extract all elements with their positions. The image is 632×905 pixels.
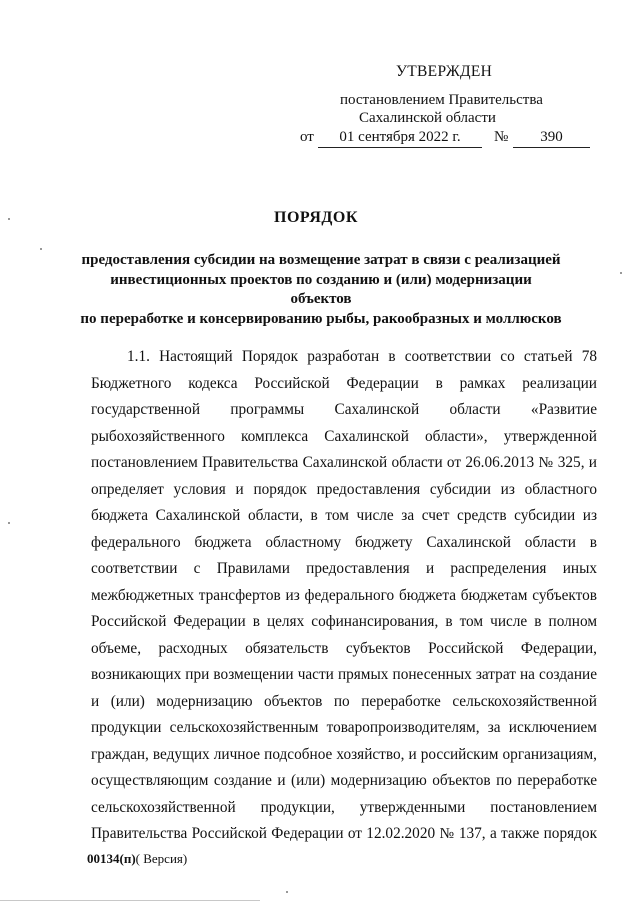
approval-number: 390: [513, 128, 590, 148]
body-line: государственной программы Сахалинской области «Развитие: [91, 401, 597, 418]
from-label: от: [300, 129, 314, 145]
body-line: объеме, расходных обязательств субъектов Российской Федерации,: [91, 639, 597, 657]
body-line: федерального бюджета областному бюджету Сахалинской области в: [91, 533, 597, 551]
footer: [87, 851, 187, 867]
approval-title: УТВЕРЖДЕН: [396, 63, 493, 80]
body-line: Бюджетного кодекса Российской Федерации в рамках реализации: [91, 374, 597, 392]
scan-artifact-line: [0, 900, 260, 901]
body-line: постановлением Правительства Сахалинской области от 26.06.2013 № 325, и: [91, 454, 597, 471]
body-line: 1.1. Настоящий Порядок разработан в соответствии со статьей 78: [127, 348, 597, 365]
body-paragraph: [91, 344, 597, 848]
body-line: соответствии с Правилами предоставления и распределения иных: [91, 560, 597, 577]
document-code: 00134(п): [87, 851, 136, 866]
body-line: межбюджетных трансфертов из федерального бюджета бюджетам субъектов: [91, 586, 597, 604]
subtitle-line: инвестиционных проектов по созданию и (или) модернизации объектов: [110, 271, 532, 307]
subtitle-line: по переработке и консервированию рыбы, ракообразных и моллюсков: [80, 310, 562, 327]
document-subtitle: [80, 251, 562, 329]
scan-speck: [286, 891, 288, 893]
body-line: рыбохозяйственного комплекса Сахалинской области», утвержденной: [91, 427, 597, 445]
approval-line-1: постановлением Правительства: [340, 92, 543, 108]
document-title: ПОРЯДОК: [274, 209, 358, 226]
body-line: и (или) модернизацию объектов по переработке сельскохозяйственной: [91, 692, 597, 710]
body-line: Российской Федерации в целях софинансирования, в том числе в полном: [91, 613, 597, 630]
body-line: сельскохозяйственной продукции, утвержденными постановлением: [91, 798, 597, 816]
scan-speck: [40, 248, 42, 250]
body-line: возникающих при возмещении части прямых понесенных затрат на создание: [91, 666, 597, 683]
document-version: ( Версия): [135, 851, 188, 866]
body-line: продукции сельскохозяйственным товаропроизводителям, за исключением: [91, 719, 597, 736]
body-line: бюджета Сахалинской области, в том числе за счет средств субсидии из: [91, 507, 597, 524]
approval-line-2: Сахалинской области: [359, 110, 496, 126]
body-line: Правительства Российской Федерации от 12.02.2020 № 137, а также порядок: [91, 825, 597, 842]
body-line: граждан, ведущих личное подсобное хозяйство, и российским организациям,: [91, 745, 597, 763]
approval-date: 01 сентября 2022 г.: [318, 128, 482, 148]
number-label: №: [494, 129, 509, 145]
body-line: осуществляющим создание и (или) модернизацию объектов по переработке: [91, 772, 597, 789]
subtitle-line: предоставления субсидии на возмещение затрат в связи с реализацией: [81, 252, 561, 268]
body-line: определяет условия и порядок предоставления субсидии из областного: [91, 480, 597, 498]
scan-speck: [8, 218, 10, 220]
scan-speck: [8, 522, 10, 524]
scan-speck: [620, 272, 622, 274]
